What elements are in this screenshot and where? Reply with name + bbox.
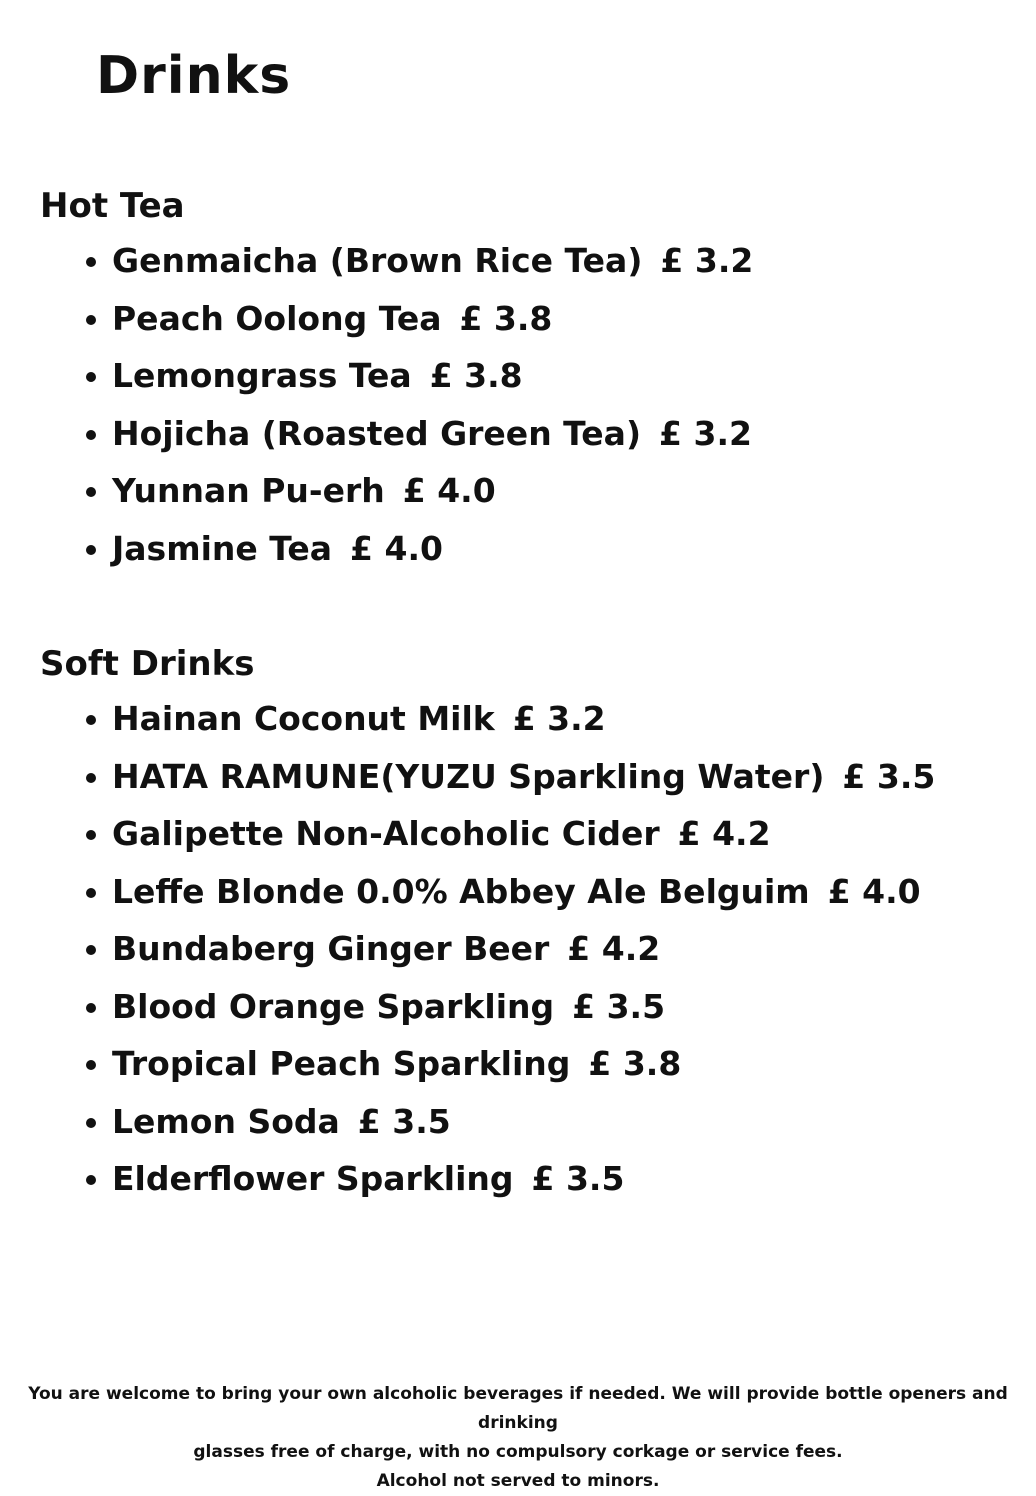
footer-notice <box>0 1380 1036 1496</box>
item-price: £ 4.2 <box>677 814 771 853</box>
menu-item <box>40 863 1030 921</box>
item-price: £ 3.5 <box>842 756 936 796</box>
item-price: £ 3.5 <box>531 1159 625 1198</box>
footer-line-minors: Alcohol not served to minors. <box>376 1471 660 1491</box>
menu-item <box>40 748 1030 806</box>
item-name: HATA RAMUNE(YUZU Sparkling Water) <box>112 756 825 796</box>
item-price: £ 3.8 <box>588 1044 682 1083</box>
section-heading-soft-drinks: Soft Drinks <box>40 644 255 684</box>
menu-item <box>40 347 1030 405</box>
menu-item <box>40 920 1030 978</box>
menu-item <box>40 462 1030 520</box>
menu-item <box>40 290 1030 348</box>
section-soft-drinks <box>40 638 1030 1208</box>
item-name: Genmaicha (Brown Rice Tea) <box>112 241 643 280</box>
section-hot-tea <box>40 180 1030 577</box>
item-name: Elderflower Sparkling <box>112 1159 514 1198</box>
item-name: Hainan Coconut Milk <box>112 699 495 738</box>
item-name: Galipette Non-Alcoholic Cider <box>112 814 660 853</box>
item-price: £ 3.8 <box>459 298 553 338</box>
item-name: Leffe Blonde 0.0% Abbey Ale Belguim <box>112 871 810 911</box>
item-name: Tropical Peach Sparkling <box>112 1044 571 1083</box>
menu-item <box>40 690 1030 748</box>
item-price: £ 3.5 <box>357 1101 451 1141</box>
section-heading-hot-tea: Hot Tea <box>40 186 185 226</box>
item-name: Blood Orange Sparkling <box>112 986 555 1026</box>
menu-item <box>40 1035 1030 1093</box>
item-name: Jasmine Tea <box>112 528 333 568</box>
item-name: Hojicha (Roasted Green Tea) <box>112 413 642 453</box>
menu-item <box>40 405 1030 463</box>
item-price: £ 4.0 <box>827 871 921 911</box>
footer-line-byob: You are welcome to bring your own alcoholic beverages if needed. We will provide bottle openers and drinking <box>28 1384 1008 1433</box>
footer-line-glasses: glasses free of charge, with no compulsory corkage or service fees. <box>193 1442 843 1462</box>
item-price: £ 4.2 <box>567 929 661 968</box>
item-price: £ 4.0 <box>350 528 443 568</box>
item-price: £ 3.2 <box>659 413 752 453</box>
item-name: Bundaberg Ginger Beer <box>112 929 550 968</box>
item-price: £ 3.8 <box>429 356 523 395</box>
item-name: Lemon Soda <box>112 1101 340 1141</box>
menu-item <box>40 520 1030 578</box>
menu-item <box>40 1150 1030 1208</box>
menu-item <box>40 1093 1030 1151</box>
item-name: Yunnan Pu-erh <box>112 471 385 510</box>
menu-item <box>40 805 1030 863</box>
soft-drinks-list <box>40 690 1030 1208</box>
item-price: £ 3.2 <box>512 699 606 738</box>
item-price: £ 3.5 <box>572 986 666 1026</box>
page-title: Drinks <box>96 46 292 106</box>
item-price: £ 4.0 <box>402 471 496 510</box>
menu-item <box>40 978 1030 1036</box>
item-name: Lemongrass Tea <box>112 356 412 395</box>
item-name: Peach Oolong Tea <box>112 298 442 338</box>
menu-item <box>40 232 1030 290</box>
item-price: £ 3.2 <box>660 241 754 280</box>
hot-tea-list <box>40 232 1030 577</box>
